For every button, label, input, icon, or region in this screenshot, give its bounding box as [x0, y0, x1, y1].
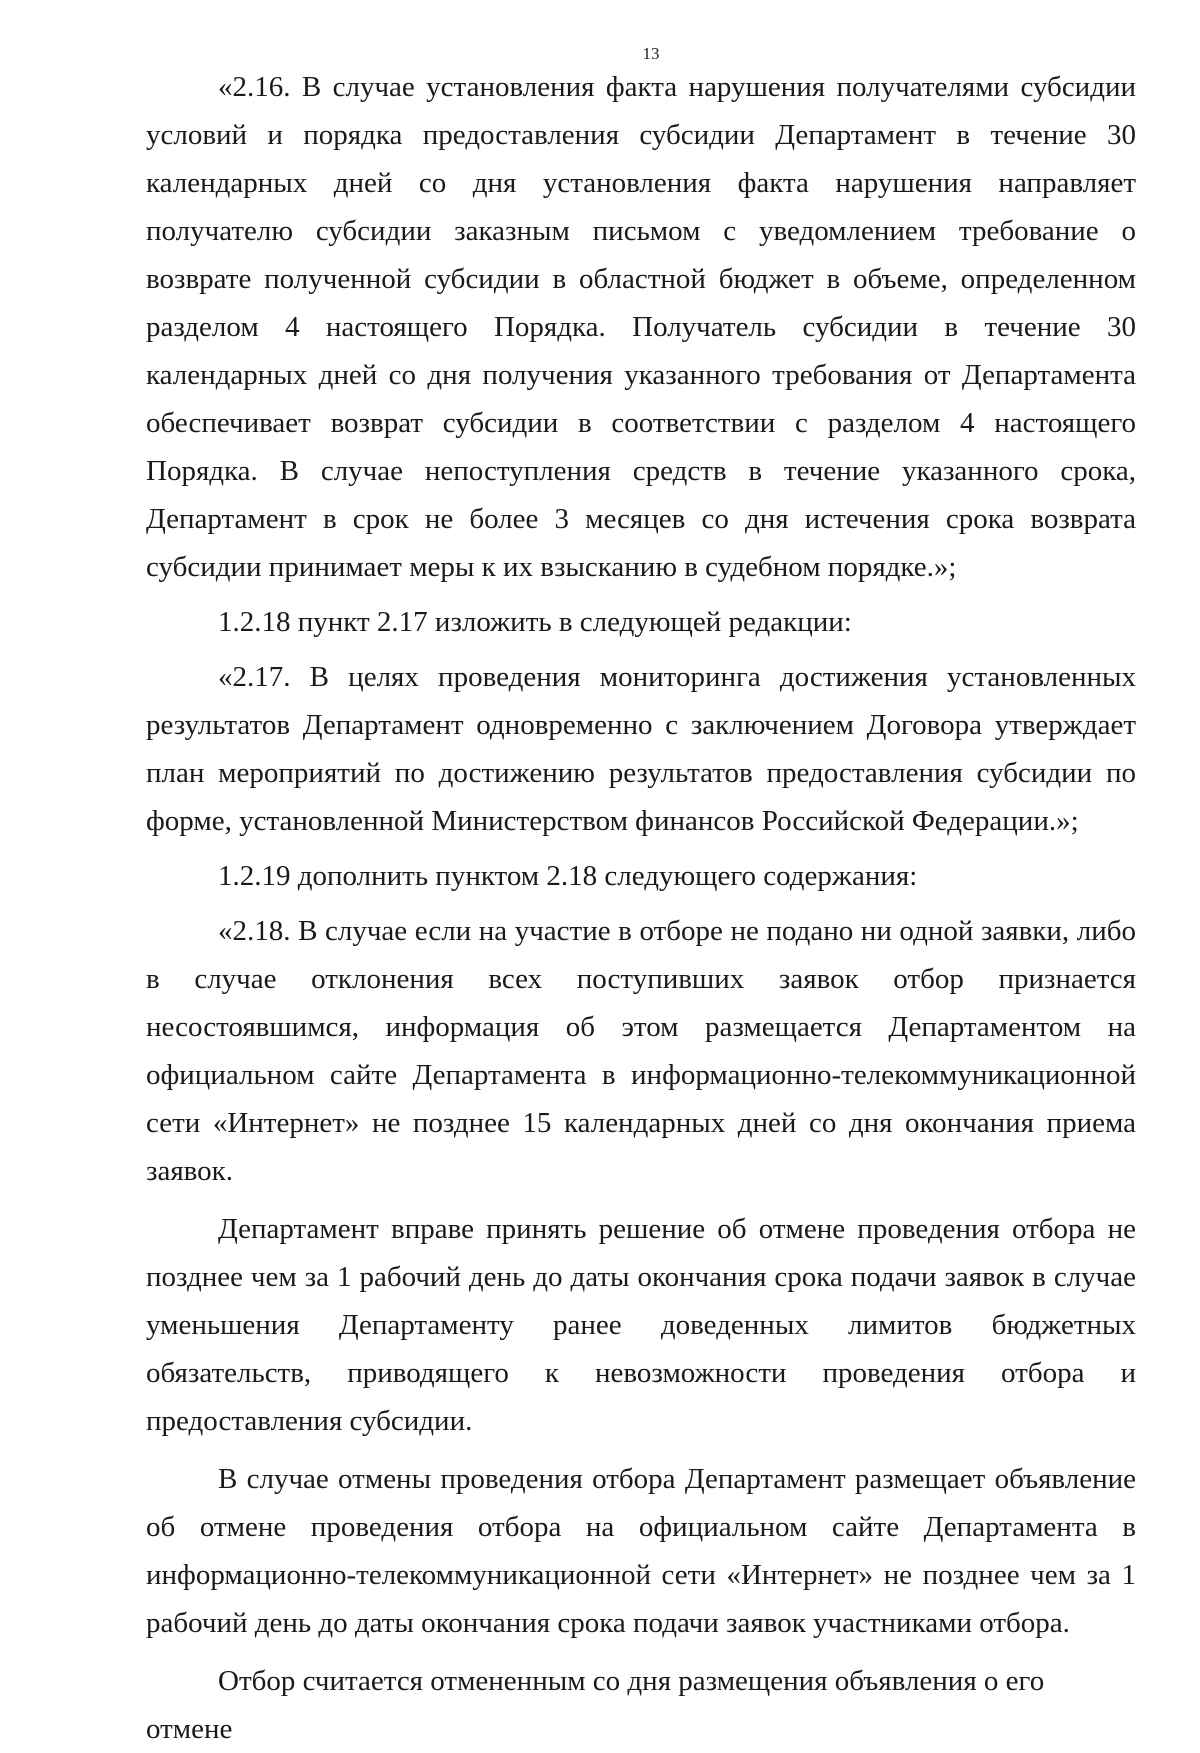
paragraph-2-18: «2.18. В случае если на участие в отборе не подано ни одной заявки, либо в случае отклонения всех поступивших заявок отбор признается несостоявшимся, информация об этом размещается Департаментом на официальном сайте Департамента в информационно-телекоммуникационной сети «Интернет» не позднее 15 календарных дней со дня окончания приема заявок. [146, 915, 1136, 1187]
paragraph-1-2-19: 1.2.19 дополнить пунктом 2.18 следующего содержания: [218, 860, 918, 892]
paragraph-2-16: «2.16. В случае установления факта нарушения получателями субсидии условий и порядка предоставления субсидии Департамент в течение 30 календарных дней со дня установления факта нарушения направляет получателю субсидии заказным письмом с уведомлением требование о возврате полученной субсидии в областной бюджет в объеме, определенном разделом 4 настоящего Порядка. Получатель субсидии в течение 30 календарных дней со дня получения указанного требования от Департамента обеспечивает возврат субсидии в соответствии с разделом 4 настоящего Порядка. В случае непоступления средств в течение указанного срока, Департамент в срок не более 3 месяцев со дня истечения срока возврата субсидии принимает меры к их взысканию в судебном порядке.»; [146, 71, 1136, 583]
paragraph-1-2-18: 1.2.18 пункт 2.17 изложить в следующей редакции: [218, 606, 852, 638]
paragraph-cancel-decision: Департамент вправе принять решение об отмене проведения отбора не позднее чем за 1 рабочий день до даты окончания срока подачи заявок в случае уменьшения Департаменту ранее доведенных лимитов бюджетных обязательств, приводящего к невозможности проведения отбора и предоставления субсидии. [146, 1213, 1136, 1437]
paragraph-cancel-announcement: В случае отмены проведения отбора Департамент размещает объявление об отмене проведения отбора на официальном сайте Департамента в информационно-телекоммуникационной сети «Интернет» не позднее чем за 1 рабочий день до даты окончания срока подачи заявок участниками отбора. [146, 1463, 1136, 1639]
page-number: 13 [642, 44, 660, 63]
document-body [146, 63, 1136, 1753]
paragraph-cancel-effective: Отбор считается отмененным со дня размещения объявления о его отмене [146, 1665, 1045, 1745]
paragraph-2-17: «2.17. В целях проведения мониторинга достижения установленных результатов Департамент одновременно с заключением Договора утверждает план мероприятий по достижению результатов предоставления субсидии по форме, установленной Министерством финансов Российской Федерации.»; [146, 661, 1136, 837]
